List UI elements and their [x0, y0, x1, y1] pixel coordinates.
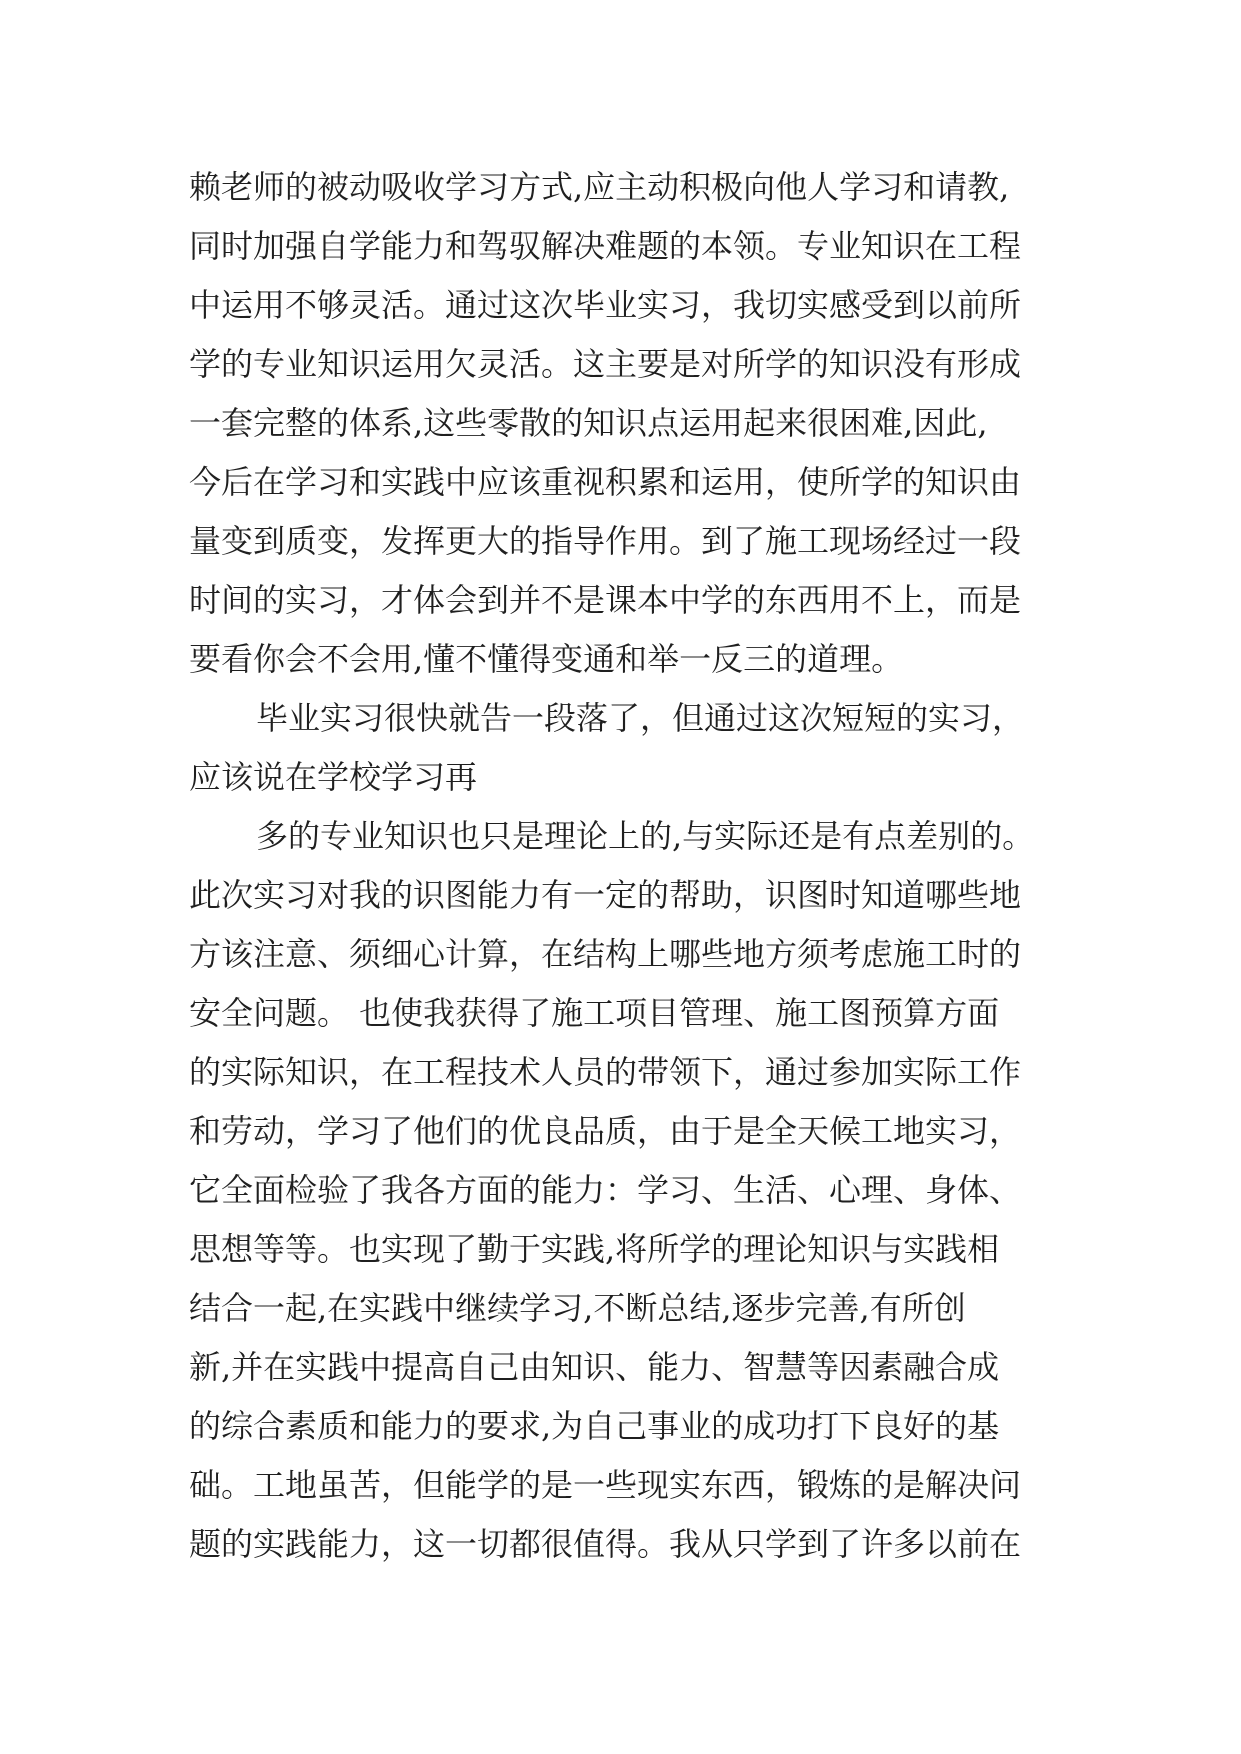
text-line: 同时加强自学能力和驾驭解决难题的本领。专业知识在工程 [189, 227, 1022, 265]
text-line: 思想等等。也实现了勤于实践,将所学的理论知识与实践相 [189, 1230, 1000, 1268]
text-line: 题的实践能力，这一切都很值得。我从只学到了许多以前在 [189, 1525, 1022, 1563]
text-line: 的实际知识，在工程技术人员的带领下，通过参加实际工作 [189, 1053, 1022, 1091]
text-line: 的综合素质和能力的要求,为自己事业的成功打下良好的基 [189, 1407, 1000, 1445]
text-line: 新,并在实践中提高自己由知识、能力、智慧等因素融合成 [189, 1348, 1000, 1386]
text-line: 它全面检验了我各方面的能力：学习、生活、心理、身体、 [189, 1171, 1022, 1209]
text-line: 一套完整的体系,这些零散的知识点运用起来很困难,因此, [189, 404, 988, 442]
text-line: 赖老师的被动吸收学习方式,应主动积极向他人学习和请教, [189, 168, 1010, 206]
text-line: 要看你会不会用,懂不懂得变通和举一反三的道理。 [189, 640, 904, 678]
text-line: 今后在学习和实践中应该重视积累和运用，使所学的知识由 [189, 463, 1022, 501]
text-line: 应该说在学校学习再 [189, 758, 478, 796]
text-line: 安全问题。 也使我获得了施工项目管理、施工图预算方面 [189, 994, 1000, 1032]
paragraph-start-line: 毕业实习很快就告一段落了，但通过这次短短的实习， [256, 699, 1025, 737]
text-line: 础。工地虽苦，但能学的是一些现实东西，锻炼的是解决问 [189, 1466, 1022, 1504]
text-line: 此次实习对我的识图能力有一定的帮助，识图时知道哪些地 [189, 876, 1022, 914]
text-line: 方该注意、须细心计算，在结构上哪些地方须考虑施工时的 [189, 935, 1022, 973]
text-line: 学的专业知识运用欠灵活。这主要是对所学的知识没有形成 [189, 345, 1022, 383]
text-line: 中运用不够灵活。通过这次毕业实习，我切实感受到以前所 [189, 286, 1022, 324]
text-line: 时间的实习，才体会到并不是课本中学的东西用不上，而是 [189, 581, 1022, 619]
text-line: 和劳动，学习了他们的优良品质，由于是全天候工地实习， [189, 1112, 1022, 1150]
text-line: 结合一起,在实践中继续学习,不断总结,逐步完善,有所创 [189, 1289, 966, 1327]
paragraph-start-line: 多的专业知识也只是理论上的,与实际还是有点差别的。 [256, 817, 1035, 855]
text-line: 量变到质变，发挥更大的指导作用。到了施工现场经过一段 [189, 522, 1022, 560]
